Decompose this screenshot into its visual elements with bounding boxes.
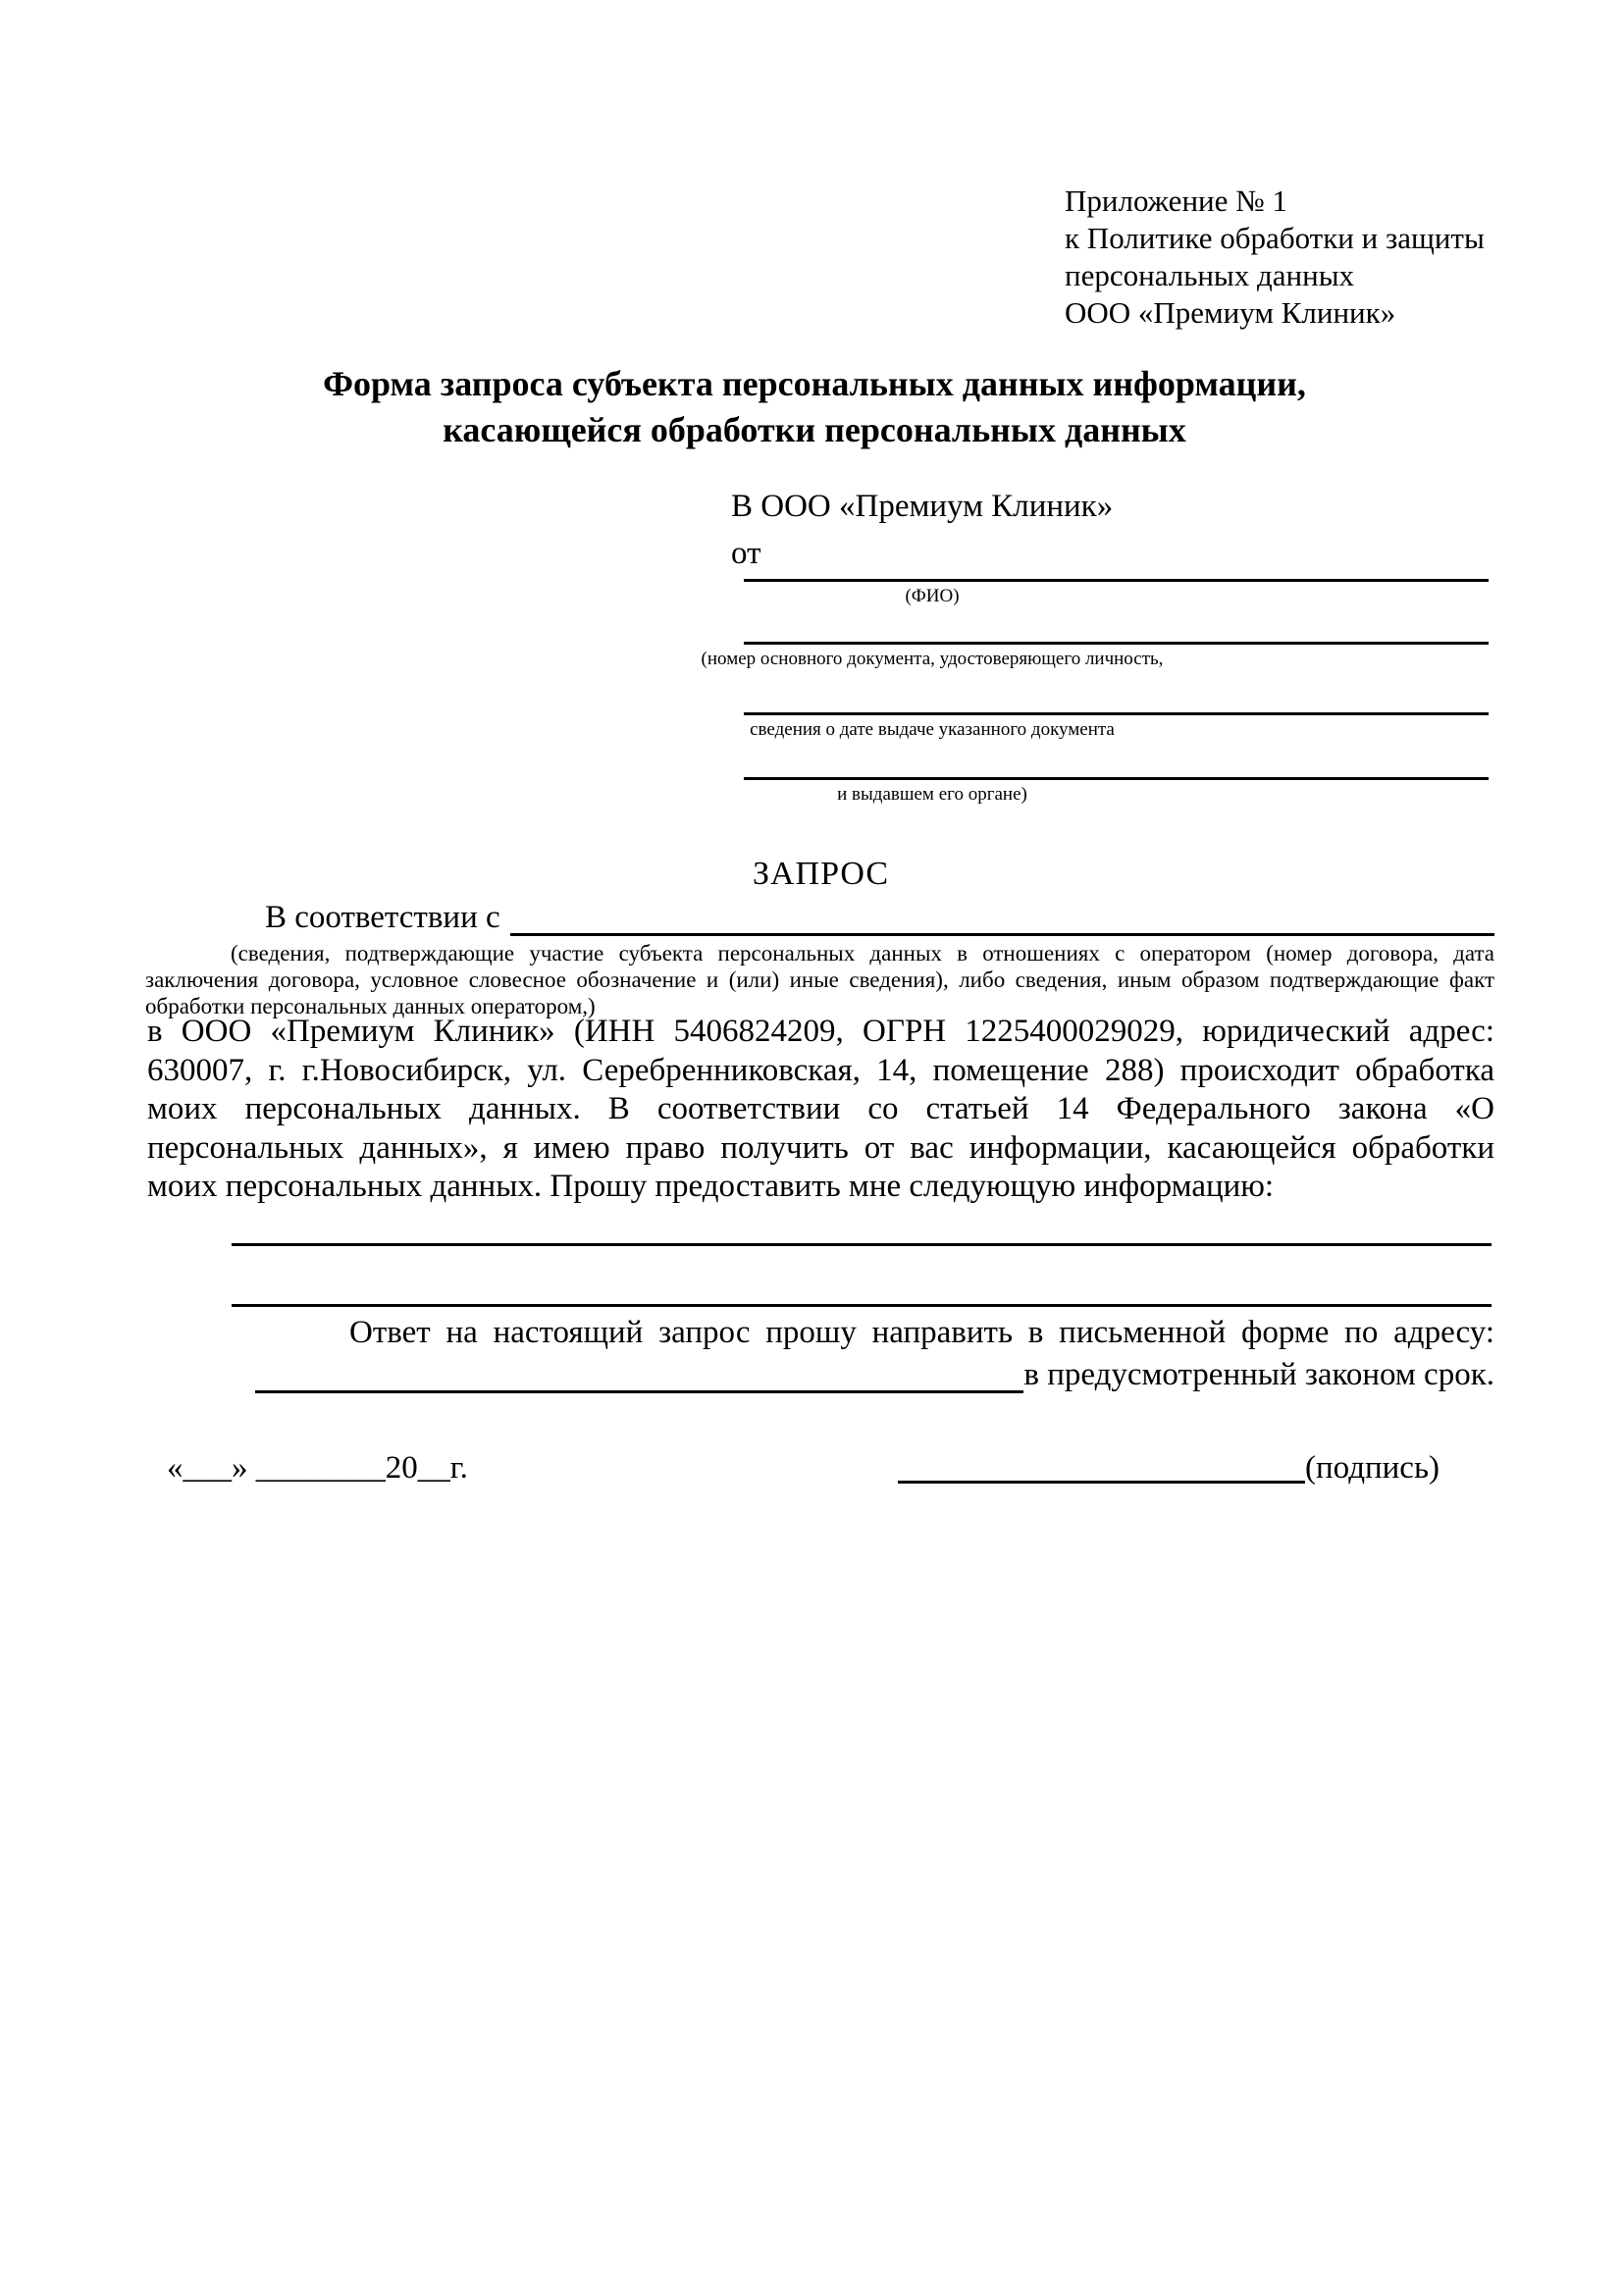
fio-caption: (ФИО) — [905, 586, 960, 606]
issuing-authority-caption: и выдавшем его органе) — [837, 784, 1027, 805]
requested-info-blank-line-2 — [232, 1278, 1492, 1307]
appendix-line-2: к Политике обработки и защиты — [1065, 221, 1485, 255]
appendix-block — [1065, 183, 1485, 332]
basis-label: В соответствии с — [265, 900, 500, 935]
basis-row — [265, 897, 1494, 936]
fio-blank-line — [744, 547, 1489, 582]
signature-caption: (подпись) — [1305, 1450, 1440, 1486]
document-number-caption: (номер основного документа, удостоверяющего личность, — [701, 649, 1164, 669]
appendix-line-1: Приложение № 1 — [1065, 183, 1287, 218]
requested-info-blank-line-1 — [232, 1217, 1492, 1246]
signature-blank-line — [898, 1454, 1305, 1484]
issuing-authority-blank-line — [744, 745, 1489, 780]
document-title-line-1: Форма запроса субъекта персональных данных информации, — [323, 364, 1306, 403]
issue-date-caption: сведения о дате выдаче указанного документа — [750, 719, 1115, 740]
issue-date-blank-line — [744, 680, 1489, 715]
response-instruction: Ответ на настоящий запрос прошу направить в письменной форме по адресу: — [349, 1315, 1494, 1350]
basis-footnote: (сведения, подтверждающие участие субъекта персональных данных в отношениях с оператором (номер договора, дата заключения договора, условное словесное обозначение и (или) иные сведения), либо сведения, иным образом подтверждающие факт обработки персональных данных оператором,) — [145, 941, 1494, 1018]
addressee-organization: В ООО «Премиум Клиник» — [731, 489, 1114, 524]
appendix-line-4: ООО «Премиум Клиник» — [1065, 295, 1396, 330]
basis-blank-line — [510, 901, 1494, 936]
response-address-blank-line — [255, 1358, 1023, 1393]
document-title — [137, 361, 1492, 453]
document-number-blank-line — [744, 609, 1489, 645]
from-label: от — [731, 536, 761, 571]
date-blank-line: «___» ________20__г. — [167, 1450, 468, 1486]
document-title-line-2: касающейся обработки персональных данных — [443, 410, 1186, 449]
response-instruction-tail: в предусмотренный законом срок. — [1023, 1357, 1494, 1392]
appendix-line-3: персональных данных — [1065, 258, 1355, 292]
response-address-row — [147, 1354, 1494, 1393]
request-body-paragraph: в ООО «Премиум Клиник» (ИНН 5406824209, ОГРН 1225400029029, юридический адрес: 630007, г. г.Новосибирск, ул. Серебренниковская, 14, помещение 288) происходит обработка моих персональных данных. В соответствии со статьей 14 Федерального закона «О персональных данных», я имею право получить от вас информации, касающейся обработки моих персональных данных. Прошу предоставить мне следующую информацию: — [147, 1014, 1494, 1204]
request-heading: ЗАПРОС — [752, 856, 890, 892]
